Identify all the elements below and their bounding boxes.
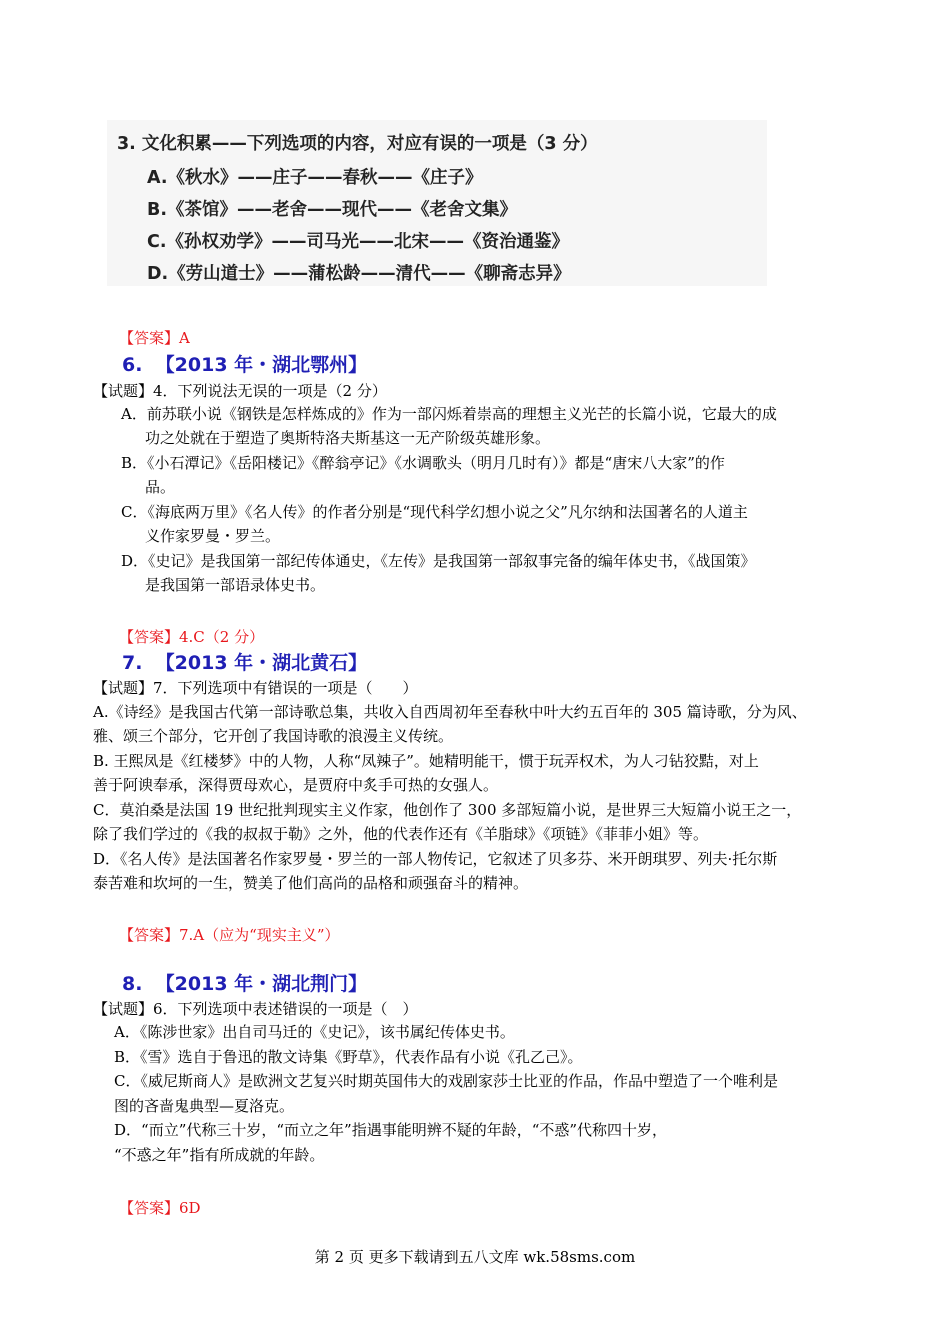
section-7-line: 除了我们学过的《我的叔叔于勒》之外，他的代表作还有《羊脂球》《项链》《菲菲小姐》等。 xyxy=(93,825,709,843)
section-6-line: A．前苏联小说《钢铁是怎样炼成的》作为一部闪烁着崇高的理想主义光芒的长篇小说，它最大的成 xyxy=(121,405,777,423)
section-6-line: D．《史记》是我国第一部纪传体通史，《左传》是我国第一部叙事完备的编年体史书，《战国策》 xyxy=(121,552,756,570)
section-6-line: 品。 xyxy=(145,478,176,496)
section-7-line: D．《名人传》是法国著名作家罗曼・罗兰的一部人物传记，它叙述了贝多芬、米开朗琪罗、列夫·托尔斯 xyxy=(93,850,778,868)
answer-1: 【答案】A xyxy=(119,329,190,347)
section-7-line: 泰苦难和坎坷的一生，赞美了他们高尚的品格和顽强奋斗的精神。 xyxy=(93,874,529,892)
section-6-stem: 【试题】4．下列说法无误的一项是（2 分） xyxy=(93,382,387,400)
image-option-c: C.《孙权劝学》——司马光——北宋——《资治通鉴》 xyxy=(147,232,569,252)
section-8-line: D．“而立”代称三十岁，“而立之年”指遇事能明辨不疑的年龄，“不惑”代称四十岁， xyxy=(114,1121,668,1139)
section-7-line: A.《诗经》是我国古代第一部诗歌总集，共收入自西周初年至春秋中叶大约五百年的 305 篇诗歌，分为风、 xyxy=(93,703,807,721)
image-option-a: A.《秋水》——庄子——春秋——《庄子》 xyxy=(147,168,483,188)
section-6-heading: 6. 【2013 年・湖北鄂州】 xyxy=(122,354,368,376)
page-footer: 第 2 页 更多下载请到五八文库 wk.58sms.com xyxy=(314,1248,636,1266)
image-question: 3. 文化积累——下列选项的内容，对应有误的一项是（3 分） xyxy=(117,134,598,154)
question-image xyxy=(107,120,767,286)
section-6-line: 功之处就在于塑造了奥斯特洛夫斯基这一无产阶级英雄形象。 xyxy=(145,429,551,447)
section-7-line: 雅、颂三个部分，它开创了我国诗歌的浪漫主义传统。 xyxy=(93,727,454,745)
section-8-line: “不惑之年”指有所成就的年龄。 xyxy=(114,1146,325,1164)
image-option-d: D.《劳山道士》——蒲松龄——清代——《聊斋志异》 xyxy=(147,264,571,284)
image-option-b: B.《茶馆》——老舍——现代——《老舍文集》 xyxy=(147,200,517,220)
section-8-line: A．《陈涉世家》出自司马迁的《史记》，该书属纪传体史书。 xyxy=(114,1023,515,1041)
section-7-line: B. 王熙凤是《红楼梦》中的人物，人称“凤辣子”。她精明能干，惯于玩弄权术，为人刁钻狡黠，对上 xyxy=(93,752,759,770)
section-6-line: B．《小石潭记》《岳阳楼记》《醉翁亭记》《水调歌头（明月几时有）》都是“唐宋八大家”的作 xyxy=(121,454,725,472)
section-8-answer: 【答案】6D xyxy=(119,1199,201,1217)
section-7-stem: 【试题】7．下列选项中有错误的一项是（ ） xyxy=(93,679,418,697)
section-8-heading: 8. 【2013 年・湖北荆门】 xyxy=(122,973,368,995)
section-8-line: B．《雪》选自于鲁迅的散文诗集《野草》，代表作品有小说《孔乙己》。 xyxy=(114,1048,583,1066)
section-6-answer: 【答案】4.C（2 分） xyxy=(119,628,265,646)
section-6-line: 义作家罗曼・罗兰。 xyxy=(145,527,281,545)
section-6-line: 是我国第一部语录体史书。 xyxy=(145,576,326,594)
section-8-line: 图的吝啬鬼典型—夏洛克。 xyxy=(114,1097,295,1115)
section-7-heading: 7. 【2013 年・湖北黄石】 xyxy=(122,652,368,674)
section-7-line: 善于阿谀奉承，深得贾母欢心，是贾府中炙手可热的女强人。 xyxy=(93,776,499,794)
section-7-line: C．莫泊桑是法国 19 世纪批判现实主义作家，他创作了 300 多部短篇小说，是世界三大短篇小说王之一， xyxy=(93,801,802,819)
section-7-answer: 【答案】7.A（应为“现实主义”） xyxy=(119,926,340,944)
section-6-line: C．《海底两万里》《名人传》的作者分别是“现代科学幻想小说之父”凡尔纳和法国著名的人道主 xyxy=(121,503,748,521)
section-8-stem: 【试题】6．下列选项中表述错误的一项是（ ） xyxy=(93,1000,418,1018)
section-8-line: C．《威尼斯商人》是欧洲文艺复兴时期英国伟大的戏剧家莎士比亚的作品，作品中塑造了一个唯利是 xyxy=(114,1072,778,1090)
